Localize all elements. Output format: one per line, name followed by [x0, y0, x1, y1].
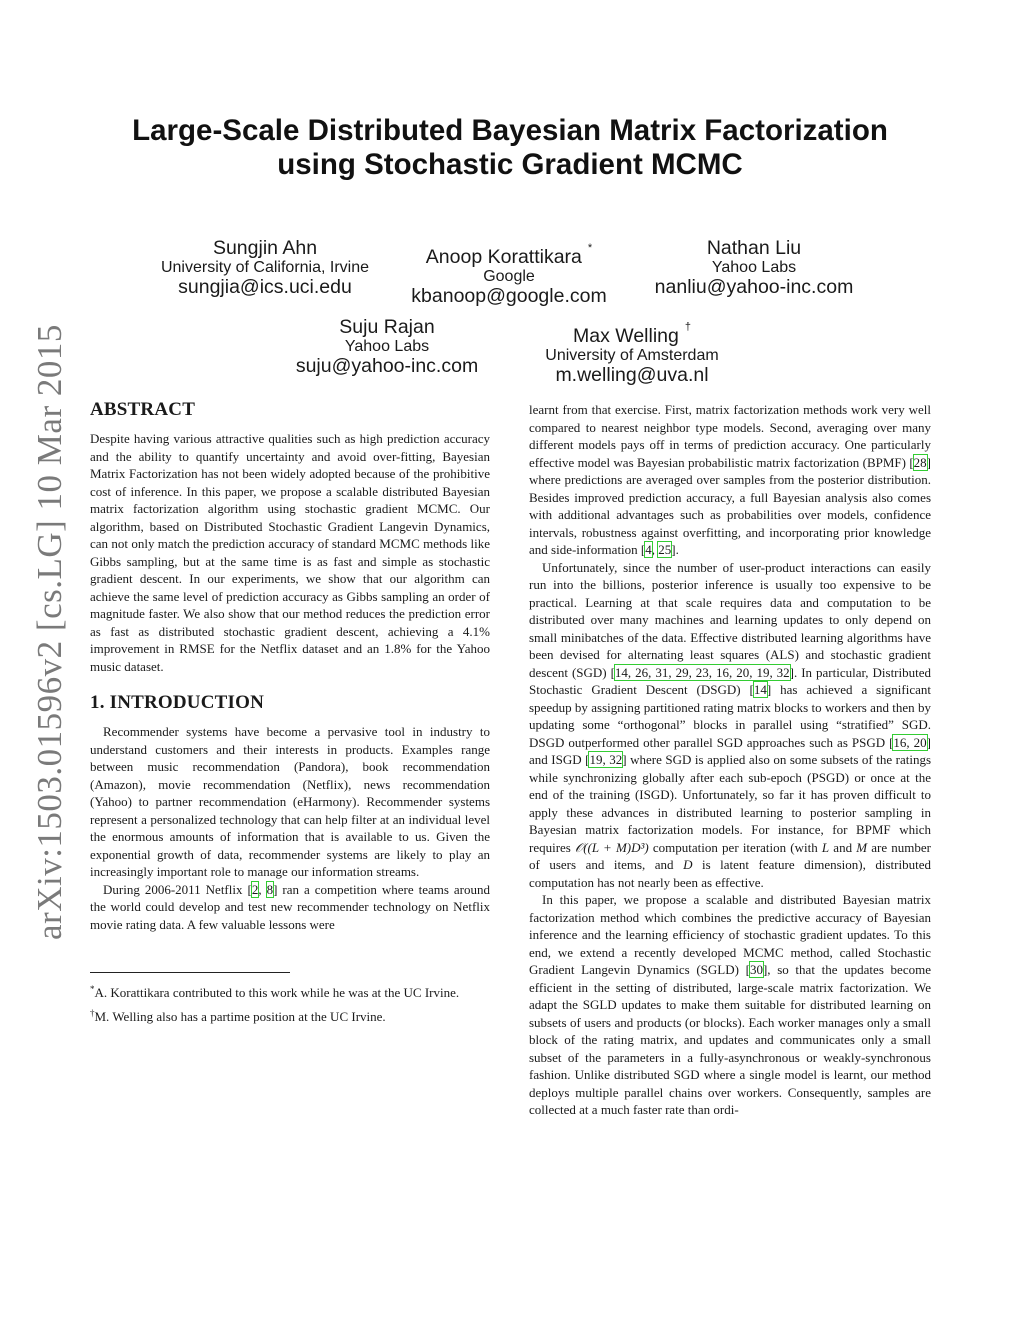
author-name: Suju Rajan — [339, 316, 435, 338]
text-run: ] where predictions are averaged over samples from the posterior distribution. Besides improved prediction accuracy, a full Bayesian analysis also comes with additional advantages such as probabilities over models, confidence intervals, robustness against overfitting, and incorporating prior knowledge and side-information [ — [529, 454, 931, 557]
text-run: ] ran a competition where teams around the world could develop and test new recommender technology on Netflix movie rating data. A few valuable lessons were — [90, 881, 491, 932]
author-email[interactable]: nanliu@yahoo-inc.com — [654, 276, 854, 298]
citation-link[interactable]: 8 — [266, 881, 274, 897]
author-name: Sungjin Ahn — [212, 237, 318, 259]
author-affiliation: Google — [483, 268, 535, 285]
author-email[interactable]: sungjia@ics.uci.edu — [178, 276, 352, 298]
author-email[interactable]: kbanoop@google.com — [411, 285, 607, 307]
author-footnote-mark: * — [587, 242, 593, 254]
title-line-2: using Stochastic Gradient MCMC — [277, 148, 743, 181]
footnote-text: A. Korattikara contributed to this work while he was at the UC Irvine. — [94, 985, 460, 1000]
citation-link[interactable]: 25 — [658, 542, 672, 557]
text-run: ], so that the updates become efficient in the setting of distributed, large-scale matrix factorization. We adapt the SGLD updates to make them suitable for distributed learning on subsets of users and products (or blocks). Each worker manages only a small block of the rating matrix, and updates and communicates only a small subset of the parameters in a fully-asynchronous or weakly-synchronous fashion. Unlike distributed SGD where a single model is learnt, our method deploys multiple parallel chains over workers. Consequently, samples are collected at a much faster rate than ordi- — [529, 962, 931, 1117]
author-block — [482, 316, 782, 386]
author-affiliation: Yahoo Labs — [344, 338, 430, 355]
body-paragraph — [529, 559, 931, 892]
text-run: Unfortunately, since the number of user-product interactions can easily run into the billions, posterior inference is usually too expensive to be practical. Learning at that scale requires data and computation to be distributed over many machines and learning updates to only depend on small minibatches of the data. Effective distributed learning algorithms have been devised for alternating least squares (ALS) and stochastic gradient descent (SGD) [ — [529, 559, 931, 680]
text-run: ] has achieved a significant speedup by assigning partitioned rating matrix blocks to workers and then by updating some “orthogonal” blocks in parallel using “stratified” SGD. DSGD outperformed other parallel SGD approaches such as PSGD [ — [529, 682, 932, 750]
text-run: ] where SGD is applied also on some subsets of the ratings while synchronizing globally after each sub-epoch (PSGD) or once at the end of the training (ISGD). Unfortunately, so far it has proven difficult to apply these advances in distributed learning to posterior sampling in Bayesian matrix factorization models. For instance, for BPMF which requires — [529, 752, 932, 855]
text-run: learnt from that exercise. First, matrix factorization methods work very well compared to nearest neighbor type models. Second, averaging over many different models pays off in terms of prediction accuracy. One particularly effective model was Bayesian probabilistic matrix factorization (BPMF) [ — [529, 402, 931, 470]
body-paragraph — [529, 401, 931, 559]
text-run: is latent feature dimension), distributed computation has not nearly been as effective. — [529, 857, 931, 890]
citation-link[interactable]: 16, 20 — [893, 734, 927, 750]
math-variable: M — [856, 839, 868, 855]
text-run: , — [651, 542, 659, 557]
text-run: ] and ISGD [ — [529, 734, 932, 767]
intro-paragraph: Recommender systems have become a pervasive tool in industry to understand customers and their interests in products. Examples range between music recommendation (Pandora), book recommendation (Amazon), movie recommendation (Netflix), news recommendation (Yahoo) to partner recommendation (eHarmony). Recommender systems represent a personalized technology that can help filter at an individual level the enormous amounts of information that is available to us. Given the exponential growth of data, recommender systems are likely to play an increasingly important role to manage our information streams. — [90, 724, 490, 879]
author-email[interactable]: suju@yahoo-inc.com — [295, 355, 479, 377]
paper-title — [80, 114, 940, 182]
title-line-1: Large-Scale Distributed Bayesian Matrix Factorization — [132, 114, 888, 147]
author-affiliation: Yahoo Labs — [711, 259, 797, 276]
citation-link[interactable]: 19, 32 — [589, 752, 623, 767]
footnote-mark: † — [90, 1008, 95, 1018]
citation-link[interactable]: 28 — [913, 454, 927, 470]
citation-link[interactable]: 14, 26, 31, 29, 23, 16, 20, 19, 32 — [614, 664, 790, 680]
text-run: ]. — [671, 542, 679, 557]
author-block — [604, 237, 904, 298]
text-run: During 2006-2011 Netflix [ — [103, 881, 252, 897]
text-run: computation per iteration (with — [648, 839, 822, 855]
citation-link[interactable]: 2 — [251, 881, 259, 897]
author-affiliation: University of Amsterdam — [545, 347, 719, 364]
citation-link[interactable]: 30 — [749, 962, 763, 977]
footnote-divider — [90, 972, 290, 973]
body-paragraph — [529, 891, 931, 1119]
author-email[interactable]: m.welling@uva.nl — [555, 364, 709, 386]
author-footnote-mark: † — [684, 321, 691, 333]
footnote — [90, 1005, 490, 1025]
author-affiliation: University of California, Irvine — [160, 259, 370, 276]
author-name: Max Welling — [573, 325, 679, 347]
footnote-mark: * — [90, 984, 95, 994]
abstract-text: Despite having various attractive qualities such as high prediction accuracy and the ability to quantify uncertainty and avoid over-fitting, Bayesian Matrix Factorization has not been widely adopted because of the prohibitive cost of inference. In this paper, we propose a scalable distributed Bayesian matrix factorization algorithm using stochastic gradient MCMC. Our algorithm, based on Distributed Stochastic Gradient Langevin Dynamics, can not only match the prediction accuracy of standard MCMC methods like Gibbs sampling, but at the same time is as fast and simple as stochastic gradient descent. In our experiments, we show that our algorithm can achieve the same level of prediction accuracy as Gibbs sampling an order of magnitude faster. We also show that our method reduces the prediction error as fast as distributed stochastic gradient descent, achieving a 4.1% improvement in RMSE for the Netflix dataset and an 1.8% for the Yahoo music dataset. — [90, 431, 490, 674]
math-variable: D — [683, 857, 693, 872]
left-column — [90, 398, 490, 933]
math-variable: L — [821, 839, 830, 855]
abstract-heading: ABSTRACT — [90, 399, 196, 420]
introduction-heading: 1. INTRODUCTION — [90, 692, 265, 713]
right-column — [529, 401, 931, 1119]
math-expression: 𝒪((L + M)D³) — [575, 839, 649, 855]
text-run: , — [258, 881, 267, 897]
author-name: Nathan Liu — [706, 237, 802, 259]
text-run: ]. In particular, Distributed Stochastic Gradient Descent (DSGD) [ — [529, 664, 932, 697]
author-name: Anoop Korattikara — [425, 246, 582, 268]
citation-link[interactable]: 4 — [645, 542, 652, 557]
footnote-text: M. Welling also has a partime position at the UC Irvine. — [94, 1009, 386, 1024]
footnotes — [90, 972, 490, 1029]
citation-link[interactable]: 14 — [753, 682, 767, 697]
text-run: In this paper, we propose a scalable and distributed Bayesian matrix factorization method which combines the predictive accuracy of Bayesian inference and the learning efficiency of stochastic gradient updates. To this end, we extend a recently developed MCMC method, called Stochastic Gradient Langevin Dynamics (SGLD) [ — [529, 892, 931, 977]
text-run: and — [829, 839, 857, 855]
arxiv-identifier: arXiv:1503.01596v2 [cs.LG] 10 Mar 2015 — [30, 324, 69, 940]
text-run: are number of users and items, and — [529, 839, 931, 872]
intro-paragraph — [90, 881, 490, 934]
footnote — [90, 981, 490, 1001]
